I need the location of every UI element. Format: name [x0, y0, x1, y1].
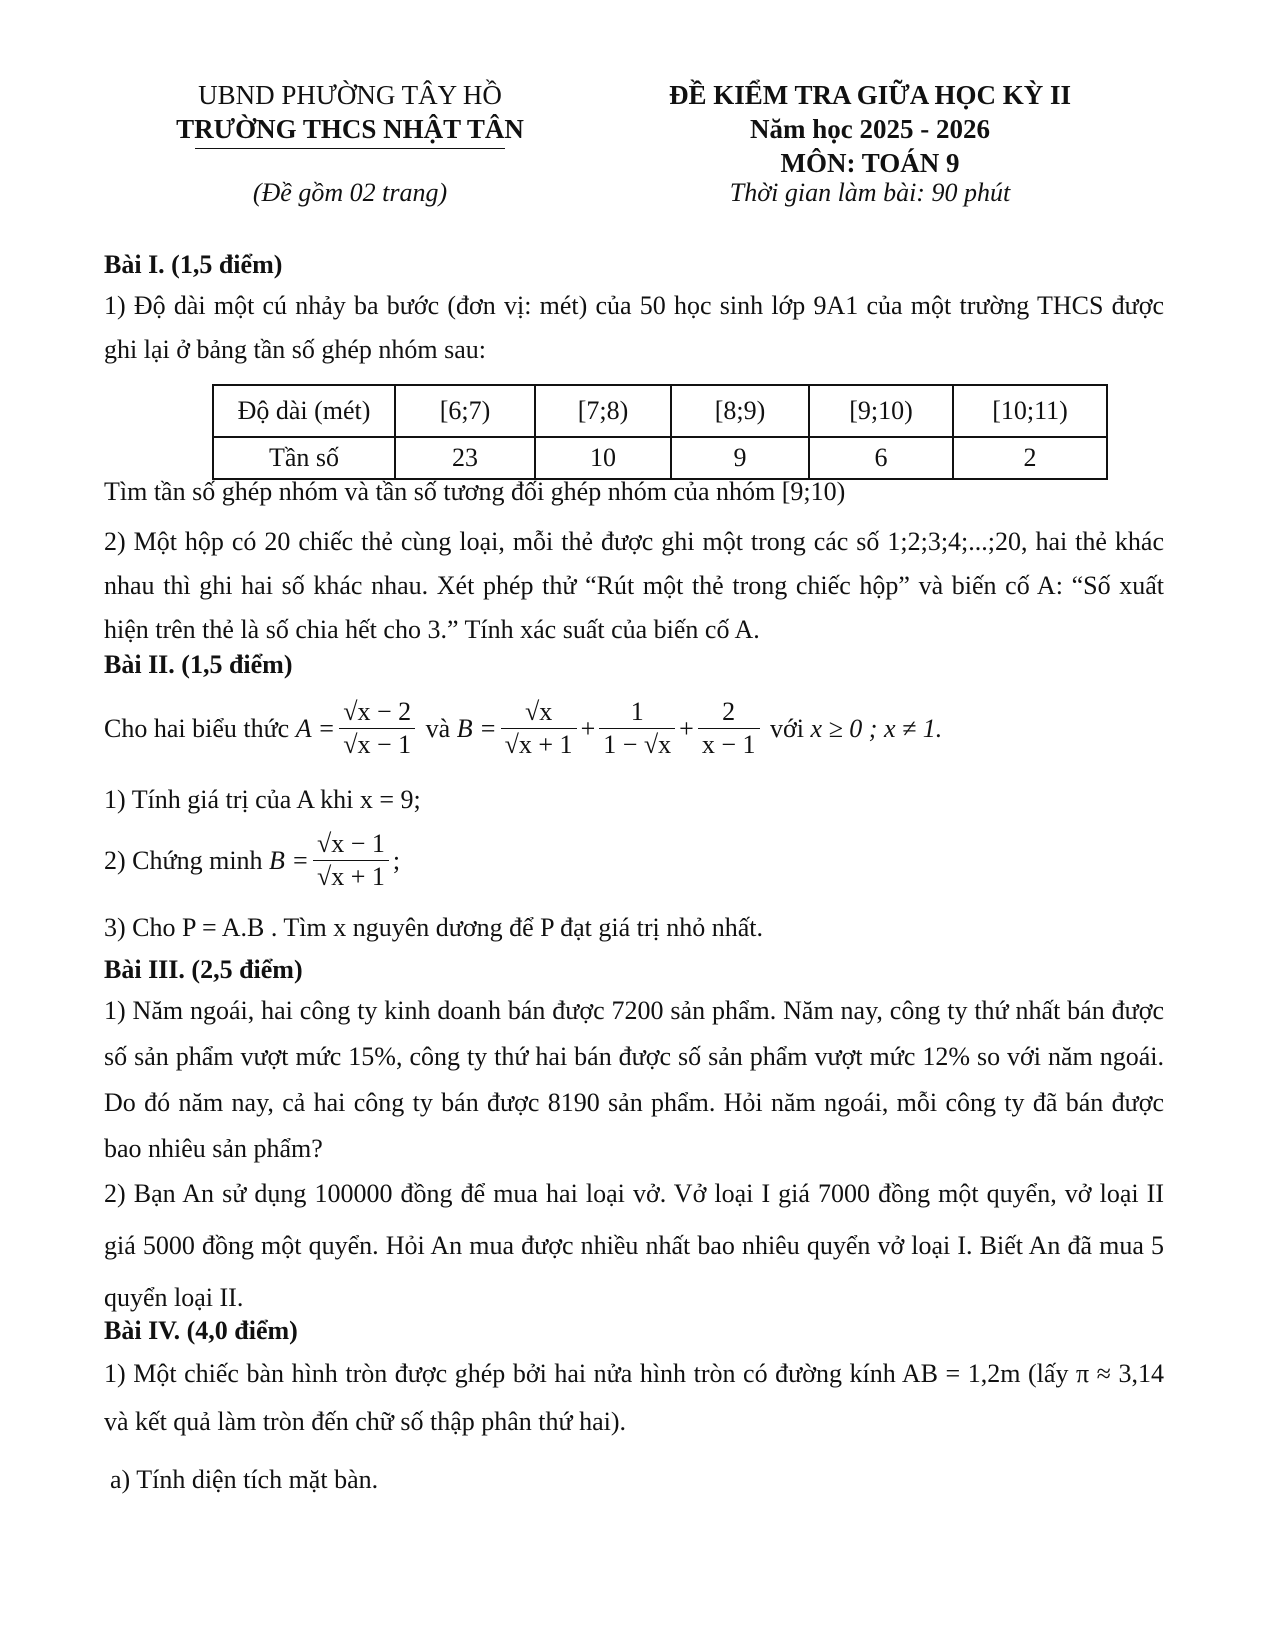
expr-b-term-3 — [698, 696, 760, 761]
condition: x ≥ 0 ; x ≠ 1. — [810, 713, 943, 743]
denominator: √x − 1 — [339, 728, 415, 761]
bai1-question-2: 2) Một hộp có 20 chiếc thẻ cùng loại, mỗi thẻ được ghi một trong các số 1;2;3;4;...;20, hai thẻ khác nhau thì ghi hai số khác nhau. Xét phép thử “Rút một thẻ trong chiếc hộp” và biến cố A: “Số xuất hiện trên thẻ là số chia hết cho 3.” Tính xác suất của biến cố A. — [104, 527, 1164, 644]
table-cell: 23 — [395, 437, 535, 479]
table-cell: 2 — [953, 437, 1107, 479]
denominator: 1 − √x — [599, 728, 675, 761]
expr-b-simplified — [313, 828, 389, 893]
table-cell: [7;8) — [535, 385, 671, 437]
table-row — [213, 385, 1107, 437]
numerator: √x — [524, 697, 553, 726]
bai2-question-1: 1) Tính giá trị của A khi x = 9; — [104, 785, 421, 814]
and-text: và — [425, 713, 451, 743]
section-title-1: Bài I. (1,5 điểm) — [104, 250, 283, 279]
section-title-3: Bài III. (2,5 điểm) — [104, 955, 303, 984]
exam-title: ĐỀ KIỂM TRA GIỮA HỌC KỲ II — [668, 80, 1072, 110]
plus-sign: + — [679, 713, 694, 743]
numerator: 1 — [630, 697, 644, 726]
numerator: √x − 1 — [316, 829, 385, 858]
bai2-question-2 — [104, 828, 1164, 893]
bai4-question-1: 1) Một chiếc bàn hình tròn được ghép bởi hai nửa hình tròn có đường kính AB = 1,2m (lấy π ≈ 3,14 và kết quả làm tròn đến chữ số thập phân thứ hai). — [104, 1359, 1164, 1436]
table-cell: 10 — [535, 437, 671, 479]
subject: MÔN: TOÁN 9 — [780, 148, 960, 178]
section-title-2: Bài II. (1,5 điểm) — [104, 650, 293, 679]
school-header — [140, 78, 560, 149]
header-divider — [195, 148, 505, 149]
prove-text: 2) Chứng minh — [104, 845, 263, 875]
table-cell: Độ dài (mét) — [213, 385, 395, 437]
denominator: x − 1 — [698, 728, 760, 761]
numerator: √x − 2 — [343, 697, 412, 726]
page-count-note: (Đề gồm 02 trang) — [252, 178, 448, 207]
bai1-question-1: 1) Độ dài một cú nhảy ba bước (đơn vị: mét) của 50 học sinh lớp 9A1 của một trường THCS được ghi lại ở bảng tần số ghép nhóm sau: — [104, 291, 1164, 364]
exam-duration: Thời gian làm bài: 90 phút — [729, 178, 1011, 207]
ward-name: UBND PHƯỜNG TÂY HỒ — [198, 80, 502, 110]
expr-a-lhs: A = — [295, 713, 336, 743]
bai3-question-2: 2) Bạn An sử dụng 100000 đồng để mua hai loại vở. Vở loại I giá 7000 đồng một quyển, vở loại II giá 5000 đồng một quyển. Hỏi An mua được nhiều nhất bao nhiêu quyển vở loại I. Biết An đã mua 5 quyển loại II. — [104, 1179, 1164, 1312]
table-cell: [8;9) — [671, 385, 809, 437]
table-cell: Tần số — [213, 437, 395, 479]
bai1-question-1b: Tìm tần số ghép nhóm và tần số tương đối ghép nhóm của nhóm [9;10) — [104, 477, 846, 506]
expr-b-term-1 — [501, 696, 577, 761]
intro-text: Cho hai biểu thức — [104, 713, 290, 743]
bai4-question-1a: a) Tính diện tích mặt bàn. — [110, 1465, 379, 1494]
with-text: với — [770, 713, 804, 743]
table-cell: [10;11) — [953, 385, 1107, 437]
table-cell: [9;10) — [809, 385, 953, 437]
exam-header — [620, 78, 1120, 180]
expr-b-lhs: B = — [269, 845, 309, 875]
denominator: √x + 1 — [313, 860, 389, 893]
table-cell: 6 — [809, 437, 953, 479]
numerator: 2 — [722, 697, 736, 726]
table-cell: 9 — [671, 437, 809, 479]
plus-sign: + — [580, 713, 596, 743]
table-cell: [6;7) — [395, 385, 535, 437]
bai2-expressions — [104, 696, 1164, 761]
frequency-table — [212, 384, 1108, 480]
bai3-question-1: 1) Năm ngoái, hai công ty kinh doanh bán được 7200 sản phẩm. Năm nay, công ty thứ nhất bán được số sản phẩm vượt mức 15%, công ty thứ hai bán được số sản phẩm vượt mức 12% so với năm ngoái. Do đó năm nay, cả hai công ty bán được 8190 sản phẩm. Hỏi năm ngoái, mỗi công ty đã bán được bao nhiêu sản phẩm? — [104, 996, 1164, 1163]
school-name: TRƯỜNG THCS NHẬT TÂN — [176, 114, 524, 144]
school-year: Năm học 2025 - 2026 — [750, 114, 990, 144]
expr-b-lhs: B = — [456, 713, 497, 743]
expr-b-term-2 — [599, 696, 675, 761]
denominator: √x + 1 — [501, 728, 577, 761]
semicolon: ; — [392, 845, 401, 875]
expr-a-fraction — [339, 696, 415, 761]
bai2-question-3: 3) Cho P = A.B . Tìm x nguyên dương để P đạt giá trị nhỏ nhất. — [104, 913, 764, 942]
section-title-4: Bài IV. (4,0 điểm) — [104, 1316, 298, 1345]
